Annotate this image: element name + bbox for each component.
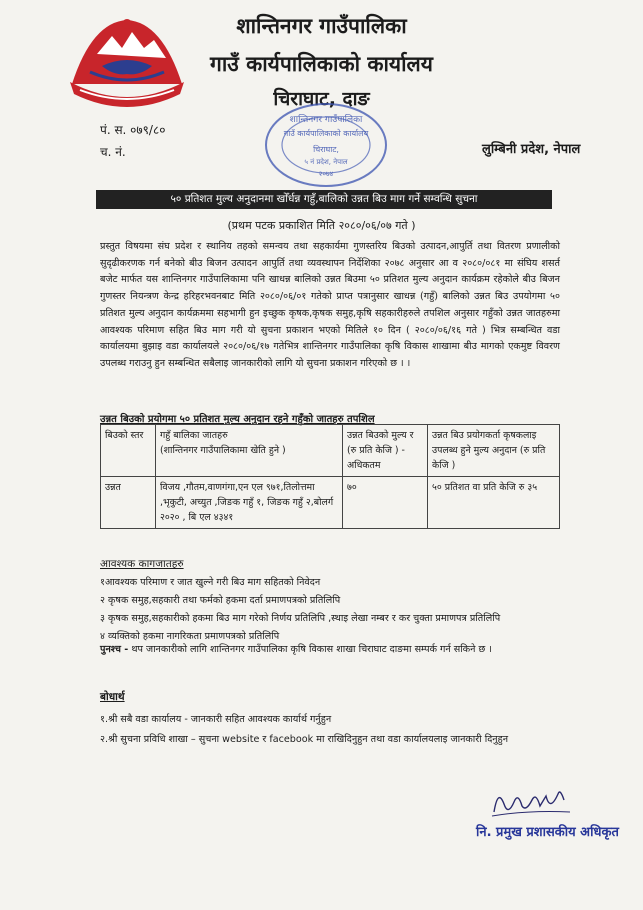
- office-subtitle: गाउँ कार्यपालिकाको कार्यालय: [210, 52, 433, 76]
- postscript-note: [100, 641, 562, 658]
- list-item: ४ व्यक्तिको हकमा नागरिकता प्रमाणपत्रको प्रतिलिपि: [100, 631, 280, 642]
- reference-number: पं. स. ०७९/८०: [100, 123, 166, 137]
- official-seal: [262, 100, 390, 190]
- table-header-cell: गहुँ बालिका जातहरु (शान्तिनगर गाउँपालिकामा खेति हुने ): [156, 425, 343, 477]
- bodharth-list: [100, 710, 570, 750]
- dispatch-number: च. नं.: [100, 145, 126, 159]
- province-label: लुम्बिनी प्रदेश, नेपाल: [482, 142, 581, 157]
- notice-body: प्रस्तुत विषयमा संघ प्रदेश र स्थानिय तहको समन्वय तथा सहकार्यमा गुणस्तरिय बिउको उत्पादन,आपुर्ति तथा वितरण प्रणालीको सुदृढीकरणक गर्न बनेको बीउ बिजन उत्पादन आपुर्ति तथा व्यवस्थापन निर्देशिका २०७८ अनुसार आ व २०८०/०८१ मा संघिय शसर्त बजेट मार्फत यस शान्तिनगर गाउँपालिकामा पनि खाधन्न बालिको उन्नत बिउमा ५० प्रतिशत मुल्य अनुदान कार्यक्रम रहेकोले बीउ बिजन गुणस्तर नियन्त्रण केन्द्र हरिहरभवनबाट मिति २०८०/०६/०१ गतेको प्राप्त पत्रानुसार खाधन्न (गहुँ) बालिको उन्नत बिउ उपयोगमा ५० प्रतिशत मुल्य अनुदान कार्यक्रममा सहभागी हुन इच्छुक कृषक,कृषक समुह,कृषि सहकारीहरुले तपशिल अनुसार गहुँको उन्नत जातहरुमा आवश्यक परिमाण सहित बिउ माग गरी यो सुचना प्रकाशन भएको मितिले १० दिन ( २०८०/०६/१६ गते ) भित्र सम्बन्धित वडा कार्यालयमा बुझाइ वडा कार्यालयले २०८०/०६/१७ गतेभित्र शान्तिनगर गाउँपालिका कृषि विकास शाखामा बीउ मागको एकमुष्ट विवरण उपलब्ध गराउनु हुन सम्बन्धित सबैलाइ जानकारीको लागि यो सुचना प्रकाशन गरिएको छ । ।: [100, 241, 560, 369]
- seal-text-2: गाउँ कार्यपालिकाको कार्यालय: [283, 129, 369, 138]
- signature: [488, 782, 578, 822]
- table-cell: ७०: [343, 477, 428, 529]
- list-item: ३ कृषक समुह,सहकारीको हकमा बिउ माग गरेको निर्णय प्रतिलिपि ,स्थाइ लेखा नम्बर र कर चुक्ता प्रमाणपत्र प्रतिलिपि: [100, 613, 501, 624]
- table-header-row: [101, 425, 560, 477]
- seed-variety-table: [100, 424, 560, 529]
- seal-text-4: ५ नं प्रदेश, नेपाल: [304, 158, 348, 166]
- table-row: [101, 477, 560, 529]
- list-item: २ कृषक समुह,सहकारी तथा फर्मको हकमा दर्ता प्रमाणपत्रको प्रतिलिपि: [100, 595, 341, 606]
- publication-date: (प्रथम पटक प्रकाशित मिति २०८०/०६/०७ गते ): [227, 219, 416, 232]
- postscript-label: पुनश्च -: [100, 644, 129, 655]
- table-cell: ५० प्रतिशत वा प्रति केजि रु ३५: [428, 477, 560, 529]
- table-header-cell: उन्नत बिउ प्रयोगकर्ता कृषकलाइ उपलब्ध हुने मुल्य अनुदान (रु प्रति केजि ): [428, 425, 560, 477]
- seal-text-5: २०७४: [318, 170, 334, 178]
- office-name: शान्तिनगर गाउँपालिका: [236, 14, 407, 38]
- documents-list: [100, 575, 562, 647]
- list-item: १आवश्यक परिमाण र जात खुल्ने गरी बिउ माग सहितको निवेदन: [100, 577, 321, 588]
- signatory-title: नि. प्रमुख प्रशासकीय अधिकृत: [476, 825, 619, 840]
- table-header-cell: उन्नत बिउको मुल्य र (रु प्रति केजि ) - अधिकतम: [343, 425, 428, 477]
- bodharth-heading: बोधार्थ: [100, 691, 125, 703]
- seal-text-3: चिराघाट,: [313, 145, 339, 154]
- table-header-cell: बिउको स्तर: [101, 425, 156, 477]
- table-cell: उन्नत: [101, 477, 156, 529]
- seal-text-1: शान्तिनगर गाउँपालिका: [289, 115, 363, 125]
- documents-heading: आवश्यक कागजातहरु: [100, 558, 184, 570]
- table-cell: विजय ,गौतम,वाणगंगा,एन एल ९७१,तिलोत्तमा ,भृकुटी, अच्युत ,जिङक गहुँ १, जिङक गहुँ २,बोलर्ग २०२० , बि एल ४३४१: [156, 477, 343, 529]
- list-item: १.श्री सबै वडा कार्यालय - जानकारी सहित आवश्यक कार्यार्थ गर्नुहुन: [100, 714, 332, 725]
- table-title: उन्नत बिउको प्रयोगमा ५० प्रतिशत मुल्य अनुदान रहने गहुँको जातहरु तपशिल: [100, 414, 375, 425]
- notice-title-banner: ५० प्रतिशत मुल्य अनुदानमा खोँर्धन्न गहुँ,बालिको उन्नत बिउ माग गर्ने सम्वन्धि सुचना: [96, 190, 552, 209]
- postscript-text: थप जानकारीको लागि शान्तिनगर गाउँपालिका कृषि विकास शाखा चिराघाट दाङमा सम्पर्क गर्न सकिने छ ।: [128, 644, 492, 655]
- list-item: २.श्री सुचना प्रविधि शाखा – सुचना website र facebook मा राखिदिनुहुन तथा वडा कार्यालयलाइ जानकारी दिनुहुन: [100, 734, 509, 745]
- office-location: चिराघाट, दाङ: [273, 88, 370, 110]
